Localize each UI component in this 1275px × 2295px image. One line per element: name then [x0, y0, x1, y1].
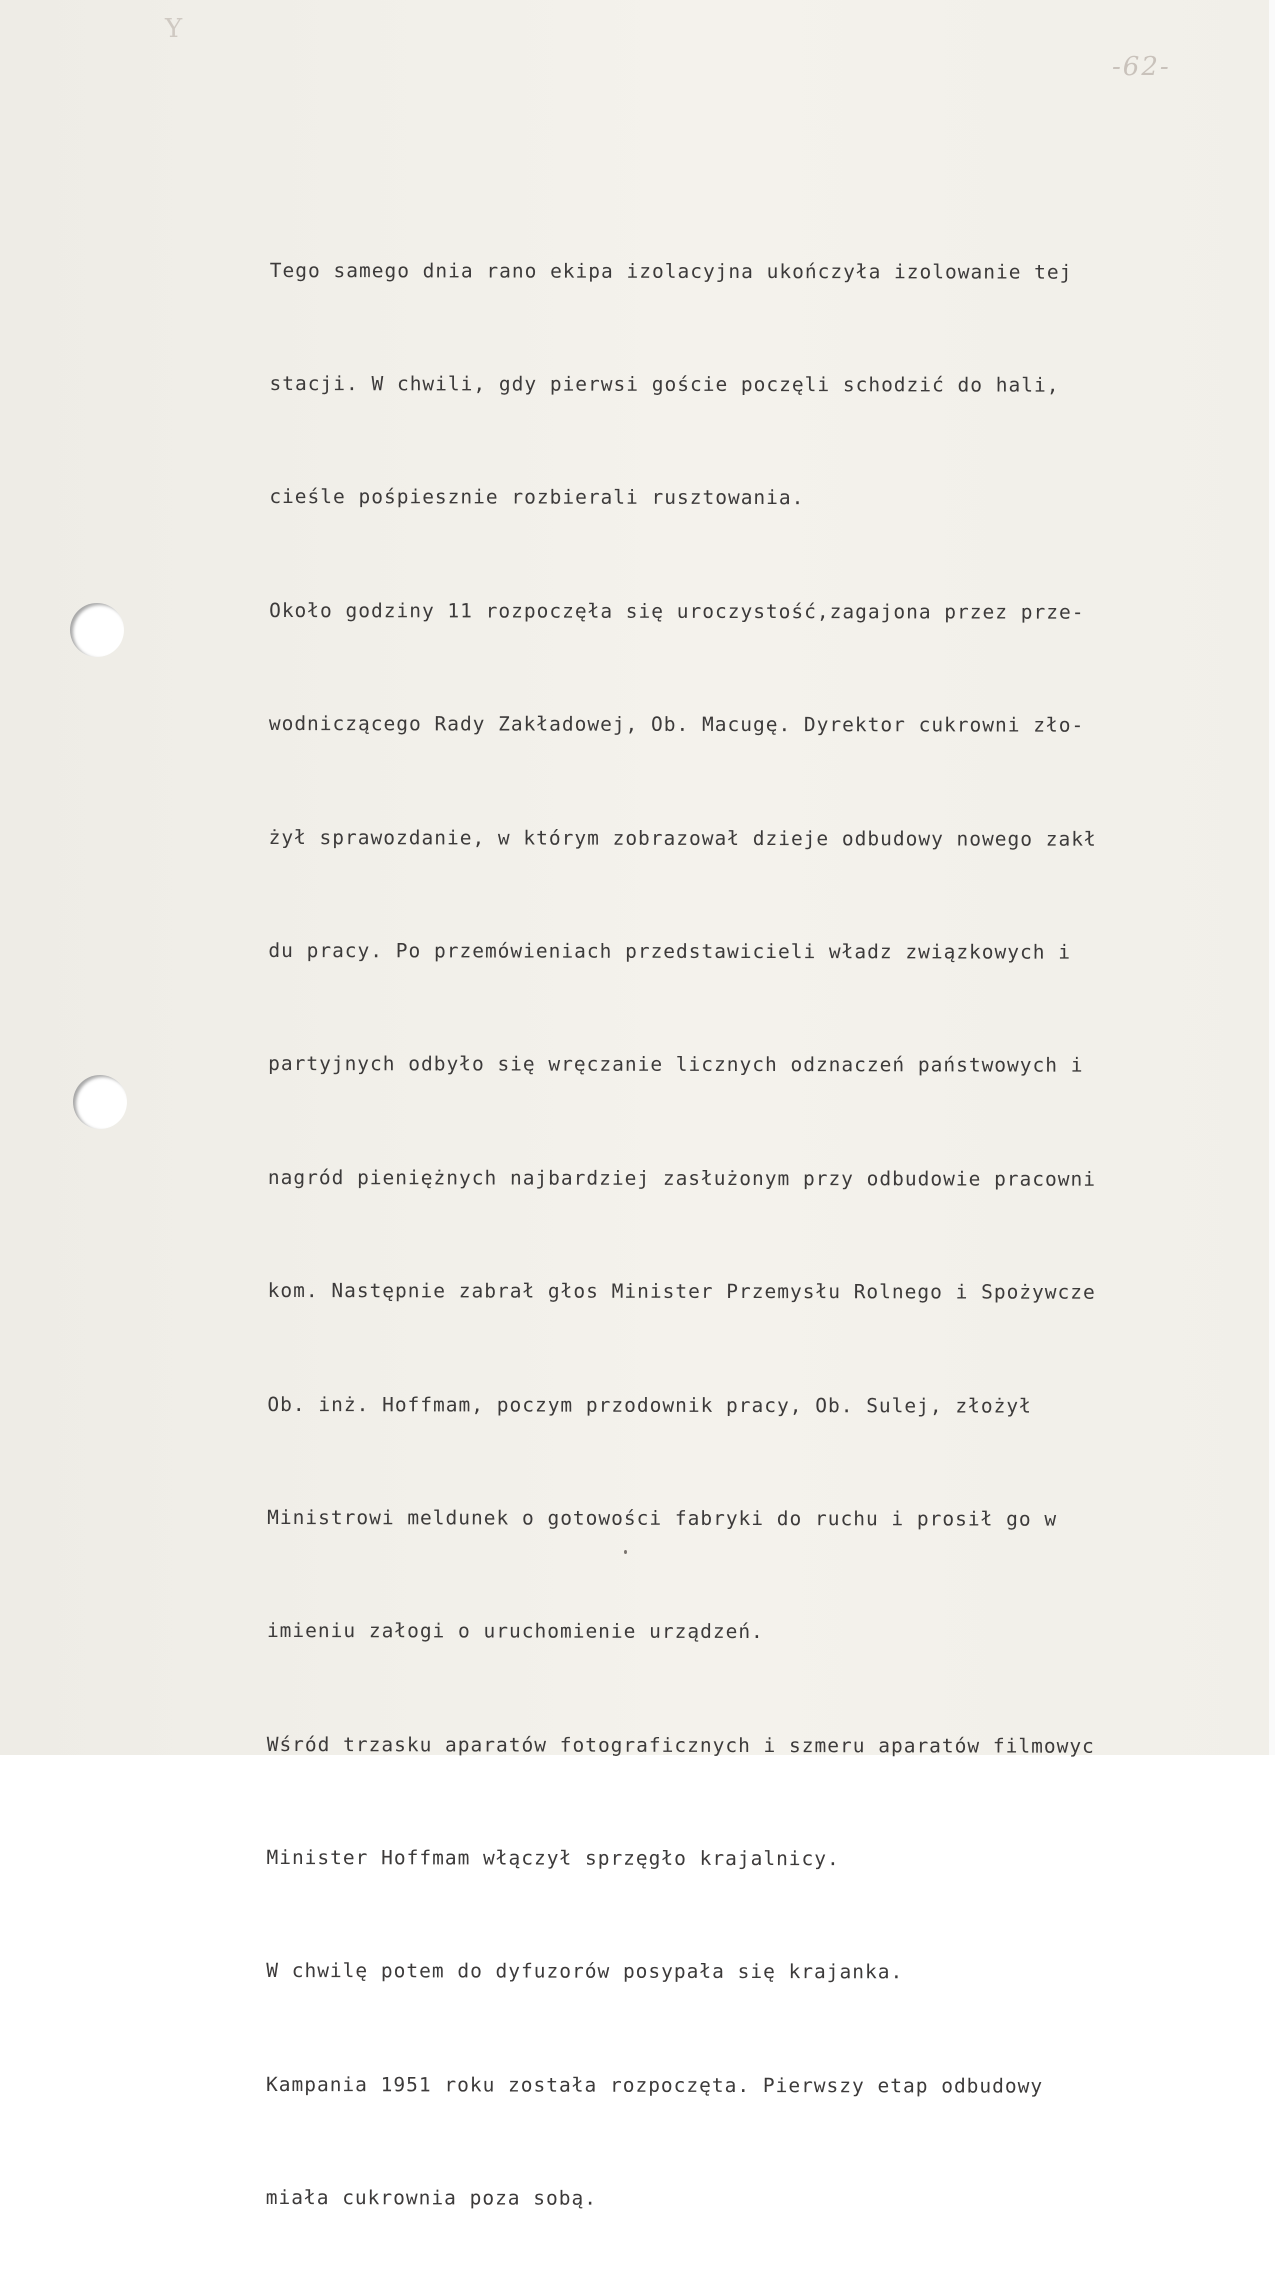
- text-line: Ob. inż. Hoffmam, poczym przodownik pracy, Ob. Sulej, złożył: [267, 1392, 1032, 1418]
- text-line: partyjnych odbyło się wręczanie licznych odznaczeń państwowych i: [268, 1052, 1084, 1078]
- text-line: W chwilę potem do dyfuzorów posypała się krajanka.: [266, 1959, 904, 1984]
- text-line: Tego samego dnia rano ekipa izolacyjna ukończyła izolowanie tej: [269, 258, 1073, 284]
- text-line: wodniczącego Rady Zakładowej, Ob. Macugę. Dyrektor cukrowni zło-: [268, 712, 1085, 737]
- corner-mark: Y: [165, 14, 183, 44]
- page-number: -62-: [1112, 52, 1171, 82]
- text-line: nagród pieniężnych najbardziej zasłużonym przy odbudowie pracowni: [267, 1165, 1097, 1191]
- punch-hole-lower: [73, 1075, 127, 1129]
- text-line: Wśród trzasku aparatów fotograficznych i szmeru aparatów filmowyc: [266, 1732, 1095, 1758]
- punch-hole-upper: [70, 603, 124, 657]
- text-line: Około godziny 11 rozpoczęła się uroczystość,zagajona przez prze-: [269, 598, 1085, 624]
- text-line: miała cukrownia poza sobą.: [265, 2186, 598, 2210]
- text-line: Kampania 1951 roku została rozpoczęta. Pierwszy etap odbudowy: [265, 2072, 1044, 2098]
- text-line: cieśle pośpiesznie rozbierali rusztowania.: [269, 485, 805, 510]
- text-line: żył sprawozdanie, w którym zobrazował dzieje odbudowy nowego zakł: [268, 825, 1097, 851]
- text-line: kom. Następnie zabrał głos Minister Przemysłu Rolnego i Spożywcze: [267, 1279, 1096, 1304]
- text-line: du pracy. Po przemówieniach przedstawicieli władz związkowych i: [268, 938, 1072, 964]
- text-line: Minister Hoffmam włączył sprzęgło krajalnicy.: [266, 1846, 840, 1871]
- text-line: Ministrowi meldunek o gotowości fabryki do ruchu i prosił go w: [267, 1505, 1058, 1531]
- typed-body-text: [266, 176, 1275, 2295]
- text-line: imieniu załogi o uruchomienie urządzeń.: [266, 1619, 764, 1644]
- text-line: stacji. W chwili, gdy pierwsi goście poczęli schodzić do hali,: [269, 371, 1060, 397]
